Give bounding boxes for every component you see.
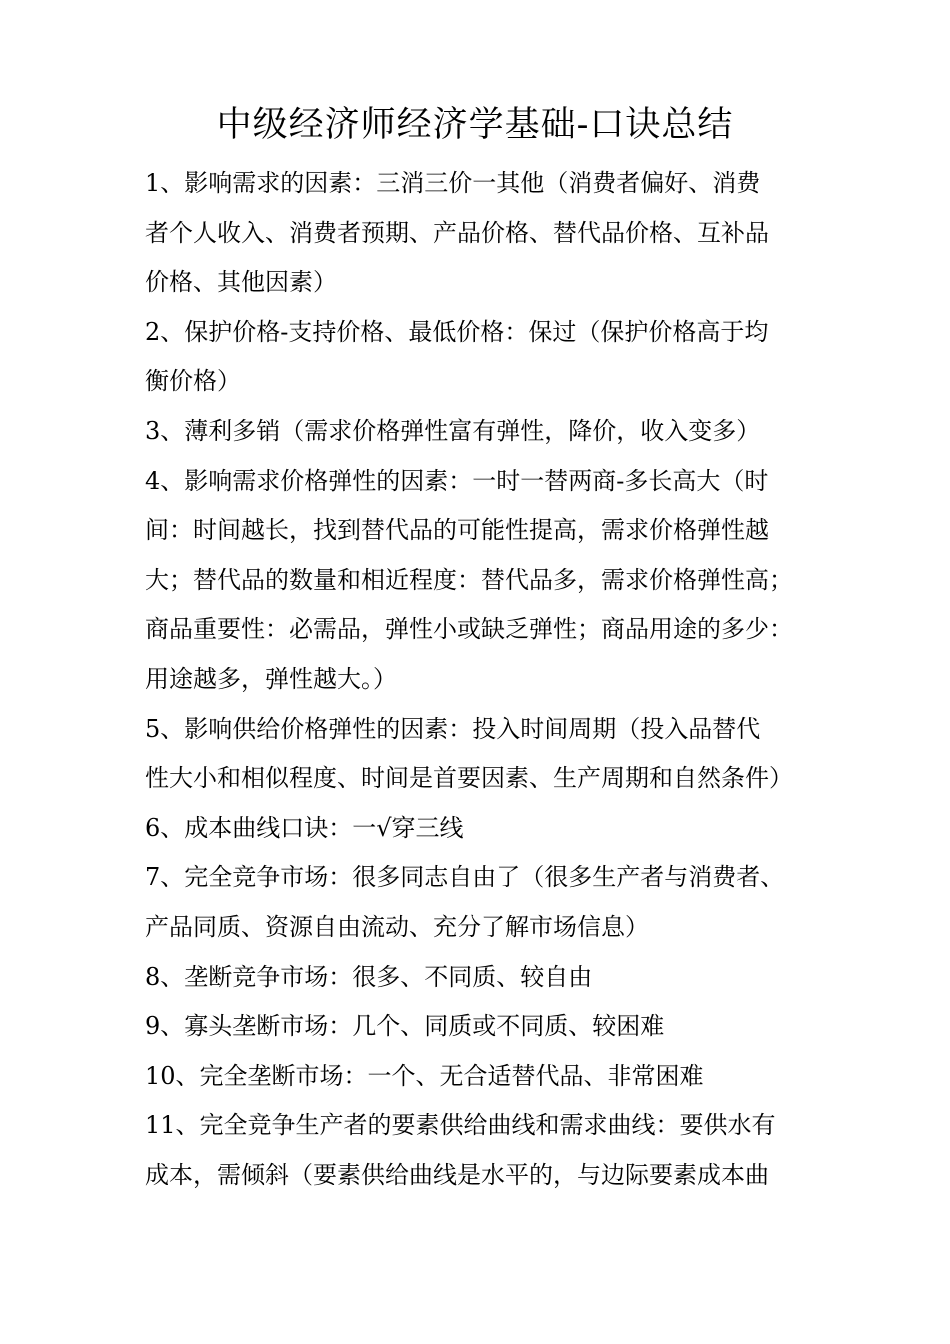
text-line-16: 产品同质、资源自由流动、充分了解市场信息） (145, 913, 649, 941)
page-title: 中级经济师经济学基础-口诀总结 (216, 105, 734, 145)
text-line-21: 成本，需倾斜（要素供给曲线是水平的，与边际要素成本曲 (145, 1161, 769, 1189)
text-line-13: 性大小和相似程度、时间是首要因素、生产周期和自然条件） (145, 764, 793, 792)
text-line-10: 商品重要性：必需品，弹性小或缺乏弹性；商品用途的多少： (145, 615, 793, 643)
text-line-9: 大；替代品的数量和相近程度：替代品多，需求价格弹性高； (145, 566, 793, 594)
text-line-19: 10、完全垄断市场：一个、无合适替代品、非常困难 (145, 1062, 704, 1090)
text-line-2: 者个人收入、消费者预期、产品价格、替代品价格、互补品 (145, 219, 769, 247)
text-line-4: 2、保护价格-支持价格、最低价格：保过（保护价格高于均 (145, 318, 769, 346)
text-line-6: 3、薄利多销（需求价格弹性富有弹性，降价，收入变多） (145, 417, 761, 445)
text-line-11: 用途越多，弹性越大。） (145, 665, 397, 693)
text-line-12: 5、影响供给价格弹性的因素：投入时间周期（投入品替代 (145, 715, 761, 743)
text-line-14: 6、成本曲线口诀：一√穿三线 (145, 814, 464, 842)
text-line-5: 衡价格） (145, 367, 241, 395)
text-line-7: 4、影响需求价格弹性的因素：一时一替两商-多长高大（时 (145, 467, 769, 495)
text-line-18: 9、寡头垄断市场：几个、同质或不同质、较困难 (145, 1012, 665, 1040)
text-line-17: 8、垄断竞争市场：很多、不同质、较自由 (145, 963, 593, 991)
text-line-15: 7、完全竞争市场：很多同志自由了（很多生产者与消费者、 (145, 863, 785, 891)
text-line-8: 间：时间越长，找到替代品的可能性提高，需求价格弹性越 (145, 516, 769, 544)
text-line-20: 11、完全竞争生产者的要素供给曲线和需求曲线：要供水有 (145, 1111, 776, 1139)
text-line-1: 1、影响需求的因素：三消三价一其他（消费者偏好、消费 (145, 169, 761, 197)
text-line-3: 价格、其他因素） (145, 268, 337, 296)
